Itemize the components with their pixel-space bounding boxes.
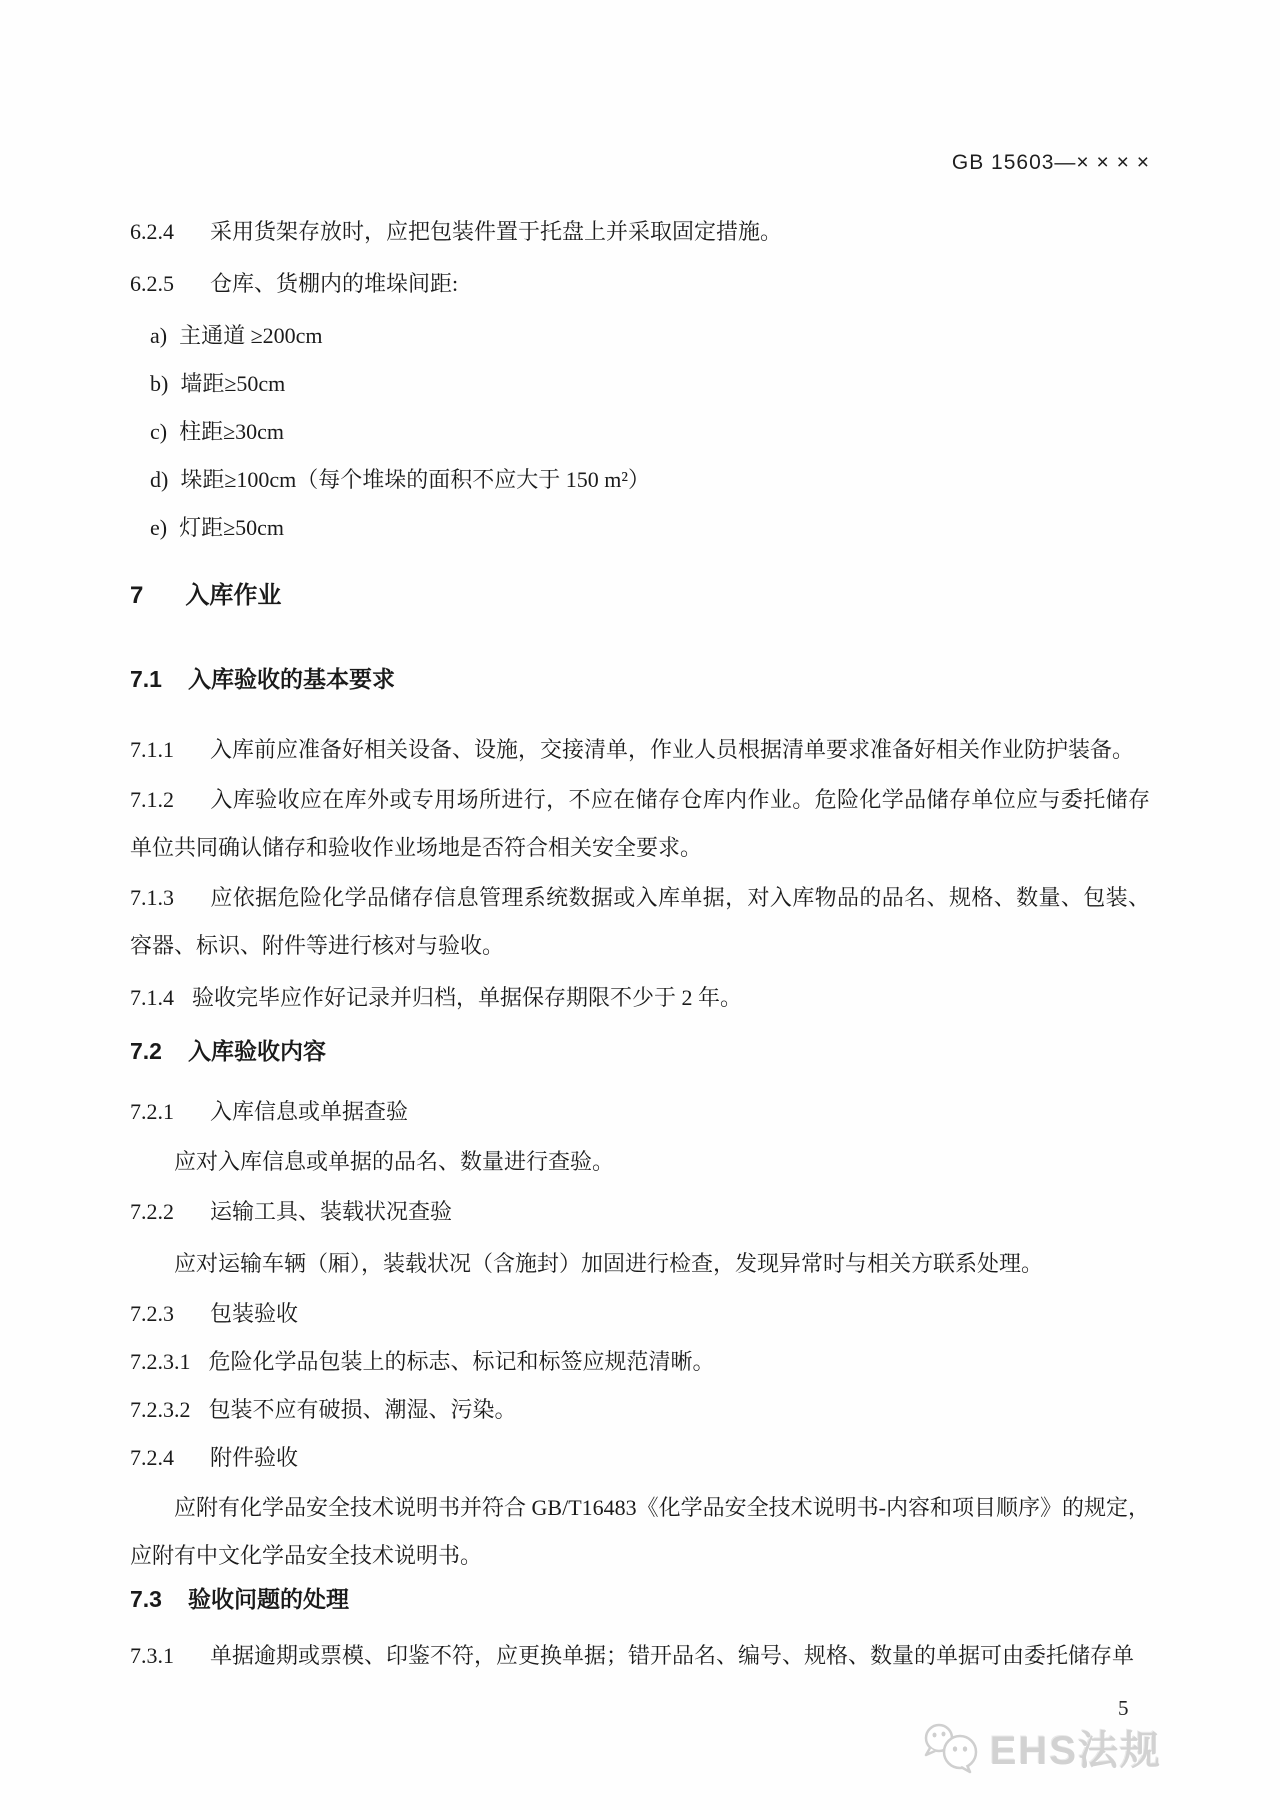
clause-number: 7.2.3.2	[130, 1397, 191, 1422]
list-item-text: 灯距≥50cm	[179, 515, 285, 540]
clause-number: 7.2.1	[130, 1099, 174, 1124]
clause-7-1-3	[130, 874, 1150, 970]
clause-text: 入库信息或单据查验	[210, 1099, 409, 1124]
clause-number: 6.2.4	[130, 219, 174, 244]
clause-number: 6.2.5	[130, 271, 174, 296]
clause-7-2-1	[130, 1088, 1150, 1136]
list-item-e	[150, 504, 1150, 552]
section-title: 验收问题的处理	[187, 1586, 349, 1612]
section-number: 7.1	[130, 666, 162, 692]
clause-number: 7.1.1	[130, 737, 174, 762]
clause-text: 入库前应准备好相关设备、设施，交接清单，作业人员根据清单要求准备好相关作业防护装备。	[210, 737, 1135, 762]
clause-text: 仓库、货棚内的堆垛间距:	[210, 271, 459, 296]
clause-number: 7.1.3	[130, 885, 174, 910]
document-body	[130, 0, 1150, 1682]
clause-7-2-1-body	[130, 1138, 1150, 1186]
list-item-text: 墙距≥50cm	[180, 371, 286, 396]
list-letter: c)	[150, 419, 168, 444]
clause-7-1-4	[130, 974, 1150, 1022]
clause-number: 7.2.2	[130, 1199, 174, 1224]
list-letter: d)	[150, 467, 169, 492]
clause-7-2-2	[130, 1188, 1150, 1236]
list-letter: b)	[150, 371, 169, 396]
clause-7-3-1	[130, 1632, 1150, 1680]
clause-text: 验收完毕应作好记录并归档，单据保存期限不少于 2 年。	[192, 985, 743, 1010]
clause-number: 7.2.3	[130, 1301, 174, 1326]
watermark	[920, 1722, 1162, 1779]
list-item-text: 主通道 ≥200cm	[179, 323, 323, 348]
clause-text: 包装验收	[210, 1301, 299, 1326]
clause-6-2-4	[130, 208, 1150, 256]
clause-text: 入库验收应在库外或专用场所进行，不应在储存仓库内作业。危险化学品储存单位应与委托储存单位共同确认储存和验收作业场地是否符合相关安全要求。	[130, 787, 1150, 860]
clause-text: 包装不应有破损、潮湿、污染。	[208, 1397, 517, 1422]
section-title: 入库验收的基本要求	[187, 666, 395, 692]
clause-number: 7.2.3.1	[130, 1349, 191, 1374]
clause-text: 运输工具、装载状况查验	[210, 1199, 453, 1224]
clause-number: 7.1.4	[130, 985, 174, 1010]
section-7-2-heading	[130, 1036, 1150, 1066]
clause-7-2-3-2	[130, 1386, 1150, 1434]
list-item-d	[150, 456, 1150, 504]
clause-7-2-3-1	[130, 1338, 1150, 1386]
clause-text: 应对入库信息或单据的品名、数量进行查验。	[174, 1149, 615, 1174]
list-item-c	[150, 408, 1150, 456]
list-letter: e)	[150, 515, 168, 540]
section-7-heading	[130, 580, 1150, 612]
section-title: 入库验收内容	[187, 1038, 326, 1064]
list-item-a	[150, 312, 1150, 360]
stack-spacing-list	[130, 312, 1150, 552]
clause-text: 应对运输车辆（厢），装载状况（含施封）加固进行检查，发现异常时与相关方联系处理。	[174, 1251, 1044, 1276]
clause-number: 7.1.2	[130, 787, 174, 812]
clause-text: 危险化学品包装上的标志、标记和标签应规范清晰。	[208, 1349, 715, 1374]
section-number: 7.2	[130, 1038, 162, 1064]
clause-7-2-4-body	[130, 1484, 1150, 1580]
clause-6-2-5	[130, 260, 1150, 308]
section-number: 7.3	[130, 1586, 162, 1612]
section-7-3-heading	[130, 1584, 1150, 1614]
page-number: 5	[1118, 1696, 1129, 1720]
clause-text: 单据逾期或票模、印鉴不符，应更换单据；错开品名、编号、规格、数量的单据可由委托储存单	[210, 1643, 1135, 1668]
standard-number-header: GB 15603—× × × ×	[951, 151, 1150, 174]
section-7-1-heading	[130, 664, 1150, 694]
clause-text: 附件验收	[210, 1445, 299, 1470]
clause-7-2-3	[130, 1290, 1150, 1338]
clause-7-1-2	[130, 776, 1150, 872]
list-item-text: 垛距≥100cm（每个堆垛的面积不应大于 150 m²）	[180, 467, 650, 492]
list-letter: a)	[150, 323, 168, 348]
clause-text: 采用货架存放时，应把包装件置于托盘上并采取固定措施。	[210, 219, 783, 244]
clause-7-1-1	[130, 726, 1150, 774]
wechat-icon	[920, 1722, 982, 1779]
list-item-b	[150, 360, 1150, 408]
clause-number: 7.2.4	[130, 1445, 174, 1470]
section-number: 7	[130, 582, 144, 609]
list-item-text: 柱距≥30cm	[179, 419, 285, 444]
clause-7-2-4	[130, 1434, 1150, 1482]
clause-text: 应依据危险化学品储存信息管理系统数据或入库单据，对入库物品的品名、规格、数量、包装、容器、标识、附件等进行核对与验收。	[130, 885, 1150, 958]
clause-7-2-2-body	[130, 1240, 1150, 1288]
clause-number: 7.3.1	[130, 1643, 174, 1668]
section-title: 入库作业	[185, 582, 282, 609]
clause-text: 应附有化学品安全技术说明书并符合 GB/T16483《化学品安全技术说明书-内容和项目顺序》的规定，应附有中文化学品安全技术说明书。	[130, 1495, 1150, 1568]
watermark-label: EHS法规	[989, 1728, 1162, 1773]
